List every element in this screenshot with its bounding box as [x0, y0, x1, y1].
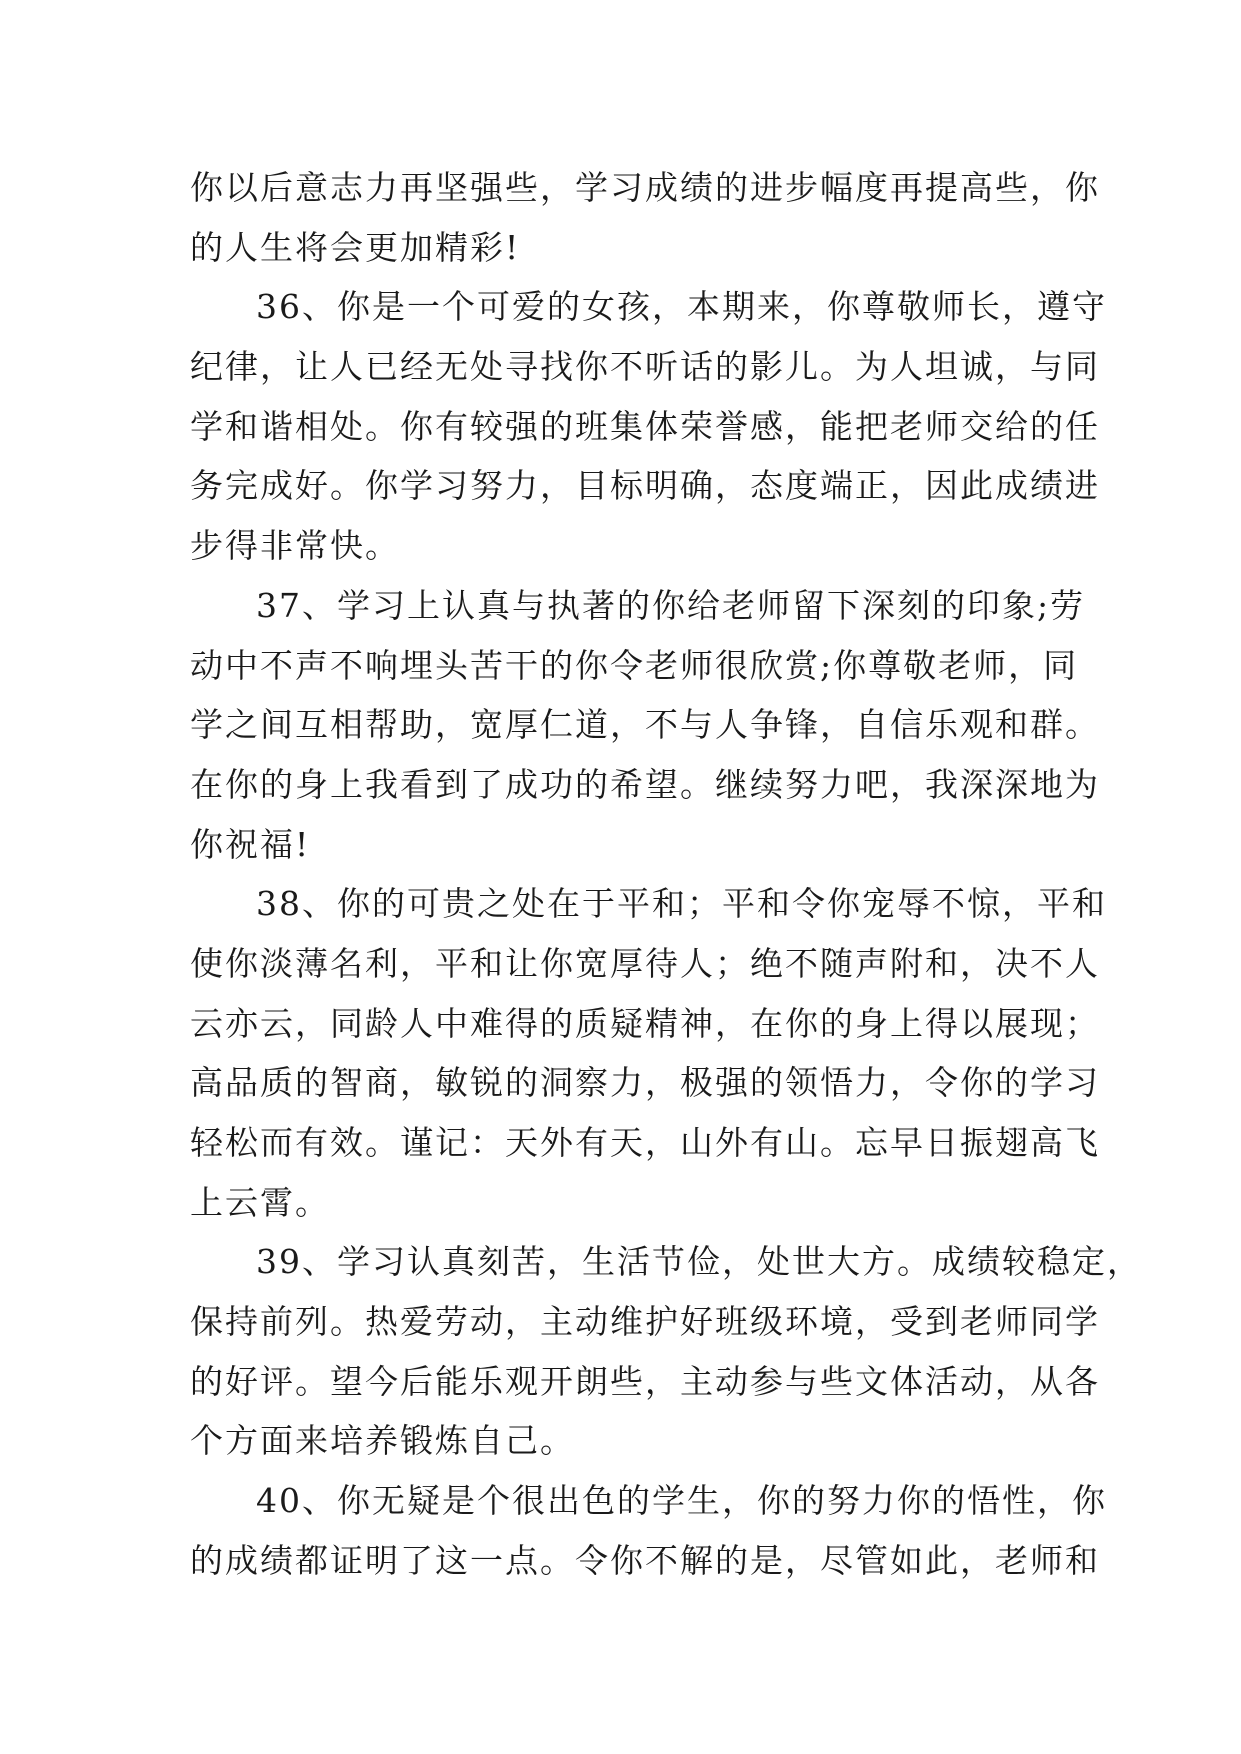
text-line: 在你的身上我看到了成功的希望。继续努力吧，我深深地为	[190, 764, 1100, 804]
document-body	[190, 158, 1142, 1591]
text-line: 务完成好。你学习努力，目标明确，态度端正，因此成绩进	[190, 466, 1100, 506]
text-line: 学和谐相处。你有较强的班集体荣誉感，能把老师交给的任	[190, 406, 1100, 446]
paragraph-start-38: 38、你的可贵之处在于平和；平和令你宠辱不惊，平和	[256, 884, 1107, 924]
text-line: 学之间互相帮助，宽厚仁道，不与人争锋，自信乐观和群。	[190, 705, 1100, 745]
text-line: 个方面来培养锻炼自己。	[190, 1421, 575, 1461]
text-line: 保持前列。热爱劳动，主动维护好班级环境，受到老师同学	[190, 1302, 1100, 1342]
text-line: 上云霄。	[190, 1182, 330, 1222]
text-line: 纪律，让人已经无处寻找你不听话的影儿。为人坦诚，与同	[190, 347, 1100, 387]
paragraph-start-36: 36、你是一个可爱的女孩，本期来，你尊敬师长，遵守	[256, 287, 1107, 327]
text-line: 你以后意志力再坚强些，学习成绩的进步幅度再提高些，你	[190, 168, 1100, 207]
text-line: 步得非常快。	[190, 526, 400, 566]
paragraph-start-40: 40、你无疑是个很出色的学生，你的努力你的悟性，你	[256, 1481, 1107, 1521]
text-line: 的成绩都证明了这一点。令你不解的是，尽管如此，老师和	[190, 1540, 1100, 1580]
paragraph-start-37: 37、学习上认真与执著的你给老师留下深刻的印象;劳	[256, 585, 1086, 625]
text-line: 动中不声不响埋头苦干的你令老师很欣赏;你尊敬老师，同	[190, 645, 1079, 685]
text-line: 的人生将会更加精彩!	[190, 227, 521, 267]
text-line: 轻松而有效。谨记：天外有天，山外有山。忘早日振翅高飞	[190, 1123, 1100, 1162]
text-line: 高品质的智商，敏锐的洞察力，极强的领悟力，令你的学习	[190, 1063, 1100, 1103]
text-line: 云亦云，同龄人中难得的质疑精神，在你的身上得以展现；	[190, 1003, 1100, 1043]
text-line: 你祝福!	[190, 824, 311, 864]
text-line: 的好评。望今后能乐观开朗些，主动参与些文体活动，从各	[190, 1361, 1100, 1401]
text-line: 使你淡薄名利，平和让你宽厚待人；绝不随声附和，决不人	[190, 943, 1100, 983]
paragraph-start-39: 39、学习认真刻苦，生活节俭，处世大方。成绩较稳定，	[256, 1242, 1142, 1282]
